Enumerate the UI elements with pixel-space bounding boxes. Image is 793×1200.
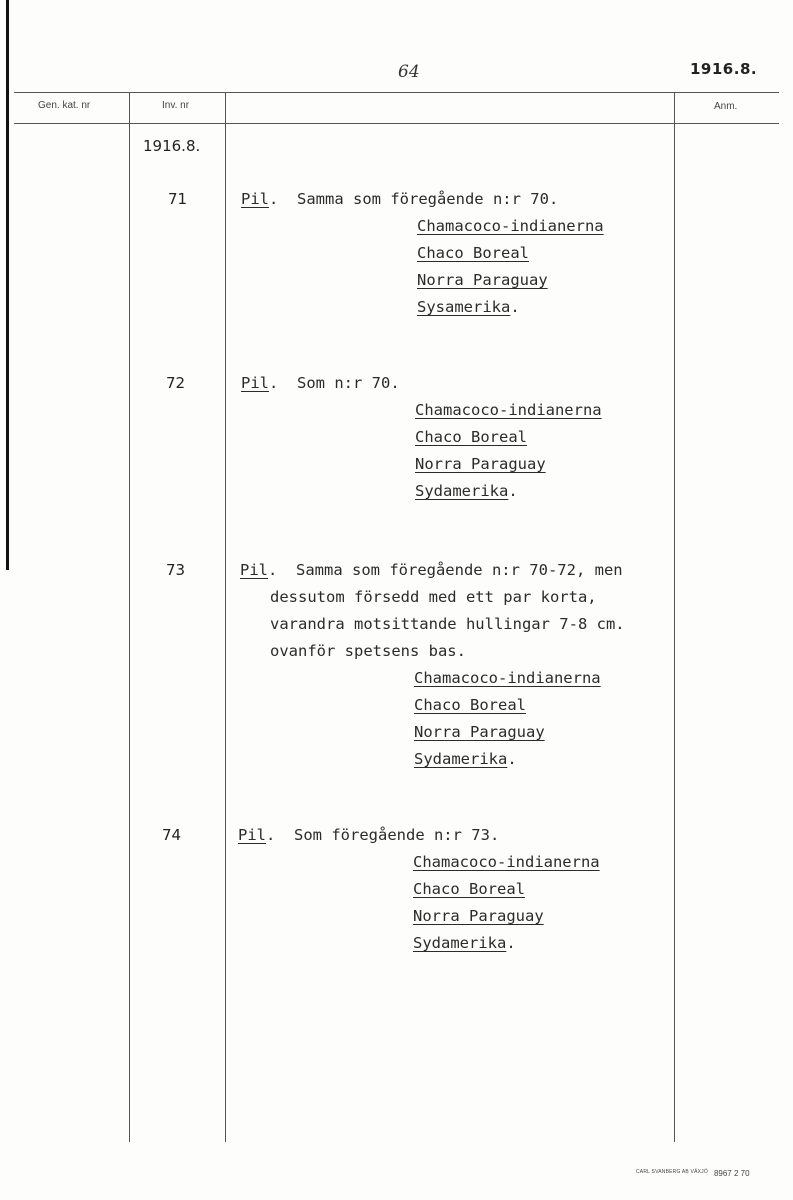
column-divider-1 (129, 92, 130, 1142)
place-continent: Sysamerika (417, 298, 511, 316)
printer-footer (636, 1163, 750, 1181)
place-country: Norra Paraguay (415, 455, 546, 473)
place-tribe: Chamacoco-indianerna (414, 669, 601, 687)
place-tribe: Chamacoco-indianerna (417, 217, 604, 235)
entry-continuation: dessutom försedd med ett par korta, varandra motsittande hullingar 7-8 cm. ovanför spetsens bas. (270, 588, 625, 660)
header-reference: 1916.8. (690, 60, 758, 78)
place-continent: Sydamerika (413, 934, 507, 952)
entry-description: Samma som föregående n:r 70-72, men (296, 561, 623, 579)
entry-line: Pil. Samma som föregående n:r 70. (241, 190, 559, 208)
column-header-anm: Anm. (714, 101, 738, 112)
page-edge-mark (6, 0, 9, 570)
inventory-number: 71 (168, 190, 188, 208)
place-tribe: Chamacoco-indianerna (413, 853, 600, 871)
inventory-number: 72 (166, 374, 186, 392)
place-region: Chaco Boreal (417, 244, 529, 262)
place-country: Norra Paraguay (417, 271, 548, 289)
place-continent: Sydamerika (415, 482, 509, 500)
place-country: Norra Paraguay (414, 723, 545, 741)
object-type: Pil (241, 374, 269, 392)
entry-description: Som n:r 70. (297, 374, 400, 392)
place-country: Norra Paraguay (413, 907, 544, 925)
printer-name: CARL SVANBERG AB VÄXJÖ (636, 1168, 708, 1175)
object-type: Pil (240, 561, 268, 579)
form-code: 8967 2 70 (713, 1169, 750, 1178)
entry-line: Pil. Samma som föregående n:r 70-72, men (240, 561, 623, 579)
place-list: Chamacoco-indianerna Chaco Boreal Norra Paraguay Sysamerika. (417, 217, 604, 316)
entry-line: Pil. Som n:r 70. (241, 374, 400, 392)
place-list: Chamacoco-indianerna Chaco Boreal Norra Paraguay Sydamerika. (413, 853, 600, 952)
page-number: 64 (398, 62, 420, 82)
column-header-gen-kat-nr: Gen. kat. nr (38, 100, 91, 111)
place-region: Chaco Boreal (415, 428, 527, 446)
column-divider-2 (225, 92, 226, 1142)
place-tribe: Chamacoco-indianerna (415, 401, 602, 419)
entry-line: Pil. Som föregående n:r 73. (238, 826, 500, 844)
place-continent: Sydamerika (414, 750, 508, 768)
collection-number: 1916.8. (143, 137, 201, 155)
inventory-number: 73 (166, 561, 186, 579)
object-type: Pil (238, 826, 266, 844)
column-header-inv-nr: Inv. nr (162, 100, 190, 111)
place-region: Chaco Boreal (413, 880, 525, 898)
place-list: Chamacoco-indianerna Chaco Boreal Norra Paraguay Sydamerika. (415, 401, 602, 500)
column-divider-3 (674, 92, 675, 1142)
place-region: Chaco Boreal (414, 696, 526, 714)
entry-description: Som föregående n:r 73. (294, 826, 500, 844)
object-type: Pil (241, 190, 269, 208)
inventory-number: 74 (162, 826, 182, 844)
entry-description: Samma som föregående n:r 70. (297, 190, 559, 208)
place-list: Chamacoco-indianerna Chaco Boreal Norra Paraguay Sydamerika. (414, 669, 601, 768)
